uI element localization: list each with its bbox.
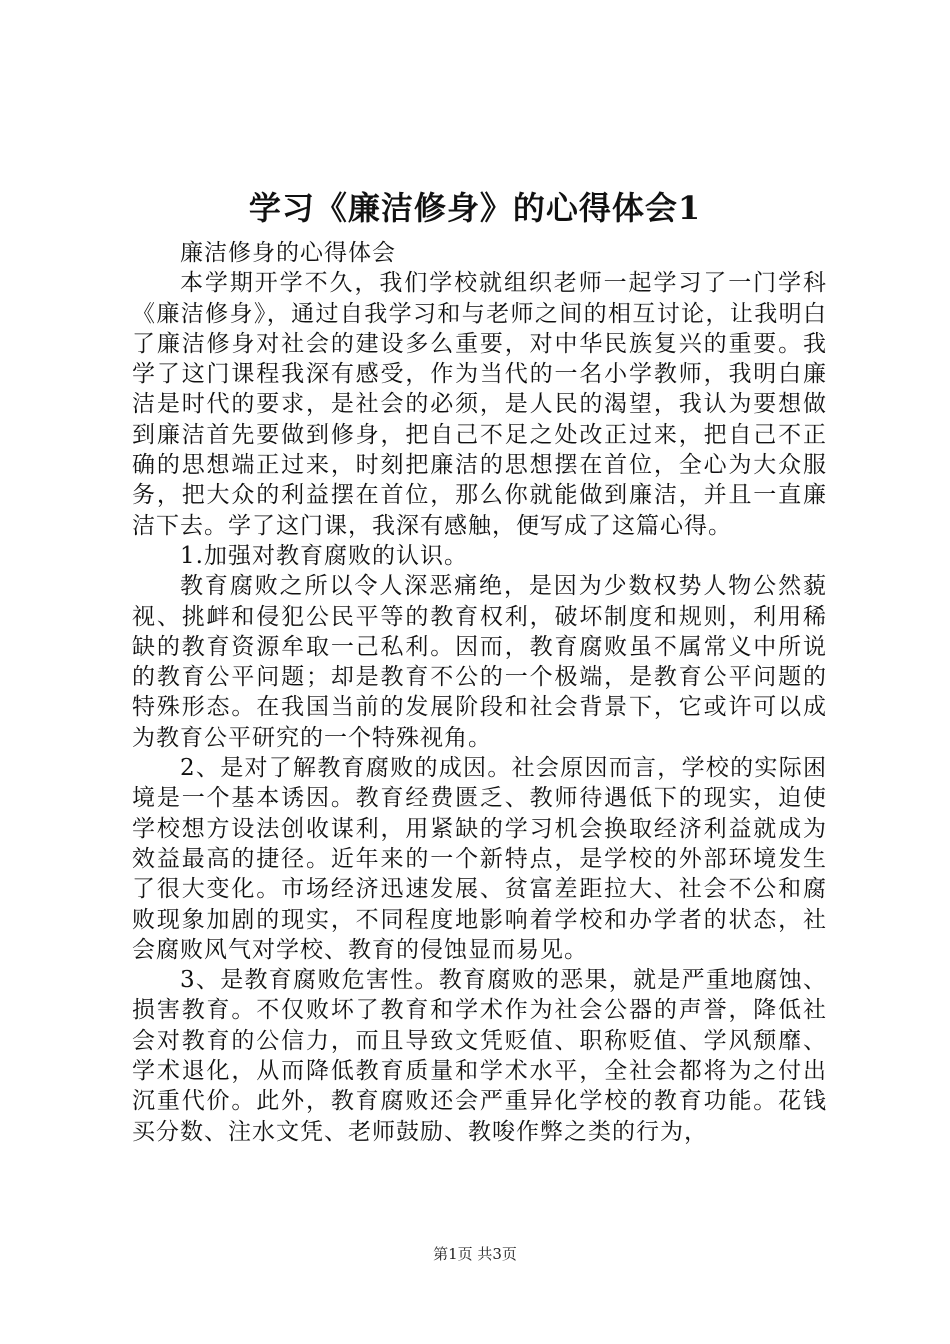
section-1-paragraph: 教育腐败之所以令人深恶痛绝，是因为少数权势人物公然藐视、挑衅和侵犯公民平等的教育权利，破坏制度和规则，利用稀缺的教育资源牟取一己私利。因而，教育腐败虽不属常义中所说的教育公平问题；却是教育不公的一个极端，是教育公平问题的特殊形态。在我国当前的发展阶段和社会背景下，它或许可以成为教育公平研究的一个特殊视角。 (132, 573, 827, 751)
page-footer: 第1页 共3页 (433, 1245, 517, 1263)
section-3-paragraph: 3、是教育腐败危害性。教育腐败的恶果，就是严重地腐蚀、损害教育。不仅败坏了教育和学术作为社会公器的声誉，降低社会对教育的公信力，而且导致文凭贬值、职称贬值、学风颓靡、学术退化，从而降低教育质量和学术水平，全社会都将为之付出沉重代价。此外，教育腐败还会严重异化学校的教育功能。花钱买分数、注水文凭、老师鼓励、教唆作弊之类的行为， (132, 967, 827, 1145)
subtitle-paragraph: 廉洁修身的心得体会 (180, 240, 396, 266)
section-2-paragraph: 2、是对了解教育腐败的成因。社会原因而言，学校的实际困境是一个基本诱因。教育经费匮乏、教师待遇低下的现实，迫使学校想方设法创收谋利，用紧缺的学习机会换取经济利益就成为效益最高的捷径。近年来的一个新特点，是学校的外部环境发生了很大变化。市场经济迅速发展、贫富差距拉大、社会不公和腐败现象加剧的现实，不同程度地影响着学校和办学者的状态，社会腐败风气对学校、教育的侵蚀显而易见。 (132, 755, 827, 963)
page-title: 学习《廉洁修身》的心得体会1 (248, 189, 702, 227)
intro-paragraph: 本学期开学不久，我们学校就组织老师一起学习了一门学科《廉洁修身》，通过自我学习和与老师之间的相互讨论，让我明白了廉洁修身对社会的建设多么重要，对中华民族复兴的重要。我学了这门课程我深有感受，作为当代的一名小学教师，我明白廉洁是时代的要求，是社会的必须，是人民的渴望，我认为要想做到廉洁首先要做到修身，把自己不足之处改正过来，把自己不正确的思想端正过来，时刻把廉洁的思想摆在首位，全心为大众服务，把大众的利益摆在首位，那么你就能做到廉洁，并且一直廉洁下去。学了这门课，我深有感触，便写成了这篇心得。 (132, 270, 827, 539)
section-heading-1: 1.加强对教育腐败的认识。 (180, 542, 468, 569)
document-body (132, 238, 827, 1147)
